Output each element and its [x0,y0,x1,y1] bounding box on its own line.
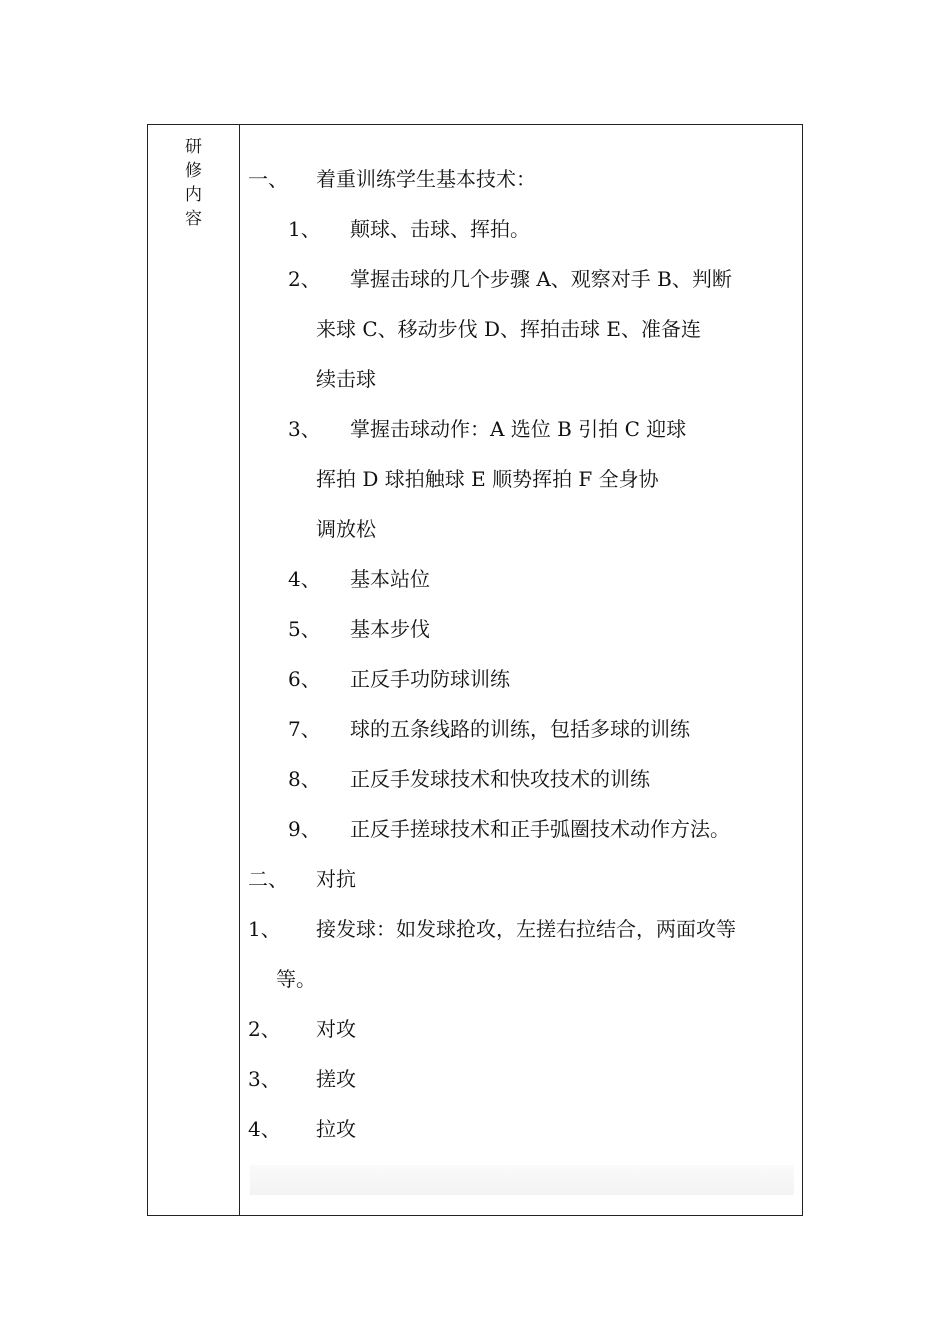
content-cell: 一、 着重训练学生基本技术： 1、 颠球、击球、挥拍。 2、 掌握击球的几个步骤 A、观察对手 B、判断 来球 C、移动步伐 D、挥拍击球 E、准备连 续击球 3、 掌握击球动作：A 选位 B 引拍 C 迎球 挥拍 D 球拍触球 E 顺势挥拍 F 全身协 调放松 4、 基本站位 5、 基本步伐 6、 正反手功防球训练 7、 球的五条线路的训练，包括多球的训练 8、 正反手发球技术和快攻技术的训练 9、 正反手搓球技术和正手弧圈技术动作方法。 二、 对抗 1、 接发球：如发球抢攻，左搓右拉结合，两面攻等 等。 2、 对攻 3、 搓攻 4、 拉攻 [240,125,802,1215]
label-char: 容 [185,209,202,229]
label-char: 研 [185,137,202,157]
row-label [148,135,239,231]
training-content-table [147,124,803,1216]
label-char: 内 [185,185,202,205]
shaded-band [250,1165,794,1195]
label-char: 修 [185,161,202,181]
